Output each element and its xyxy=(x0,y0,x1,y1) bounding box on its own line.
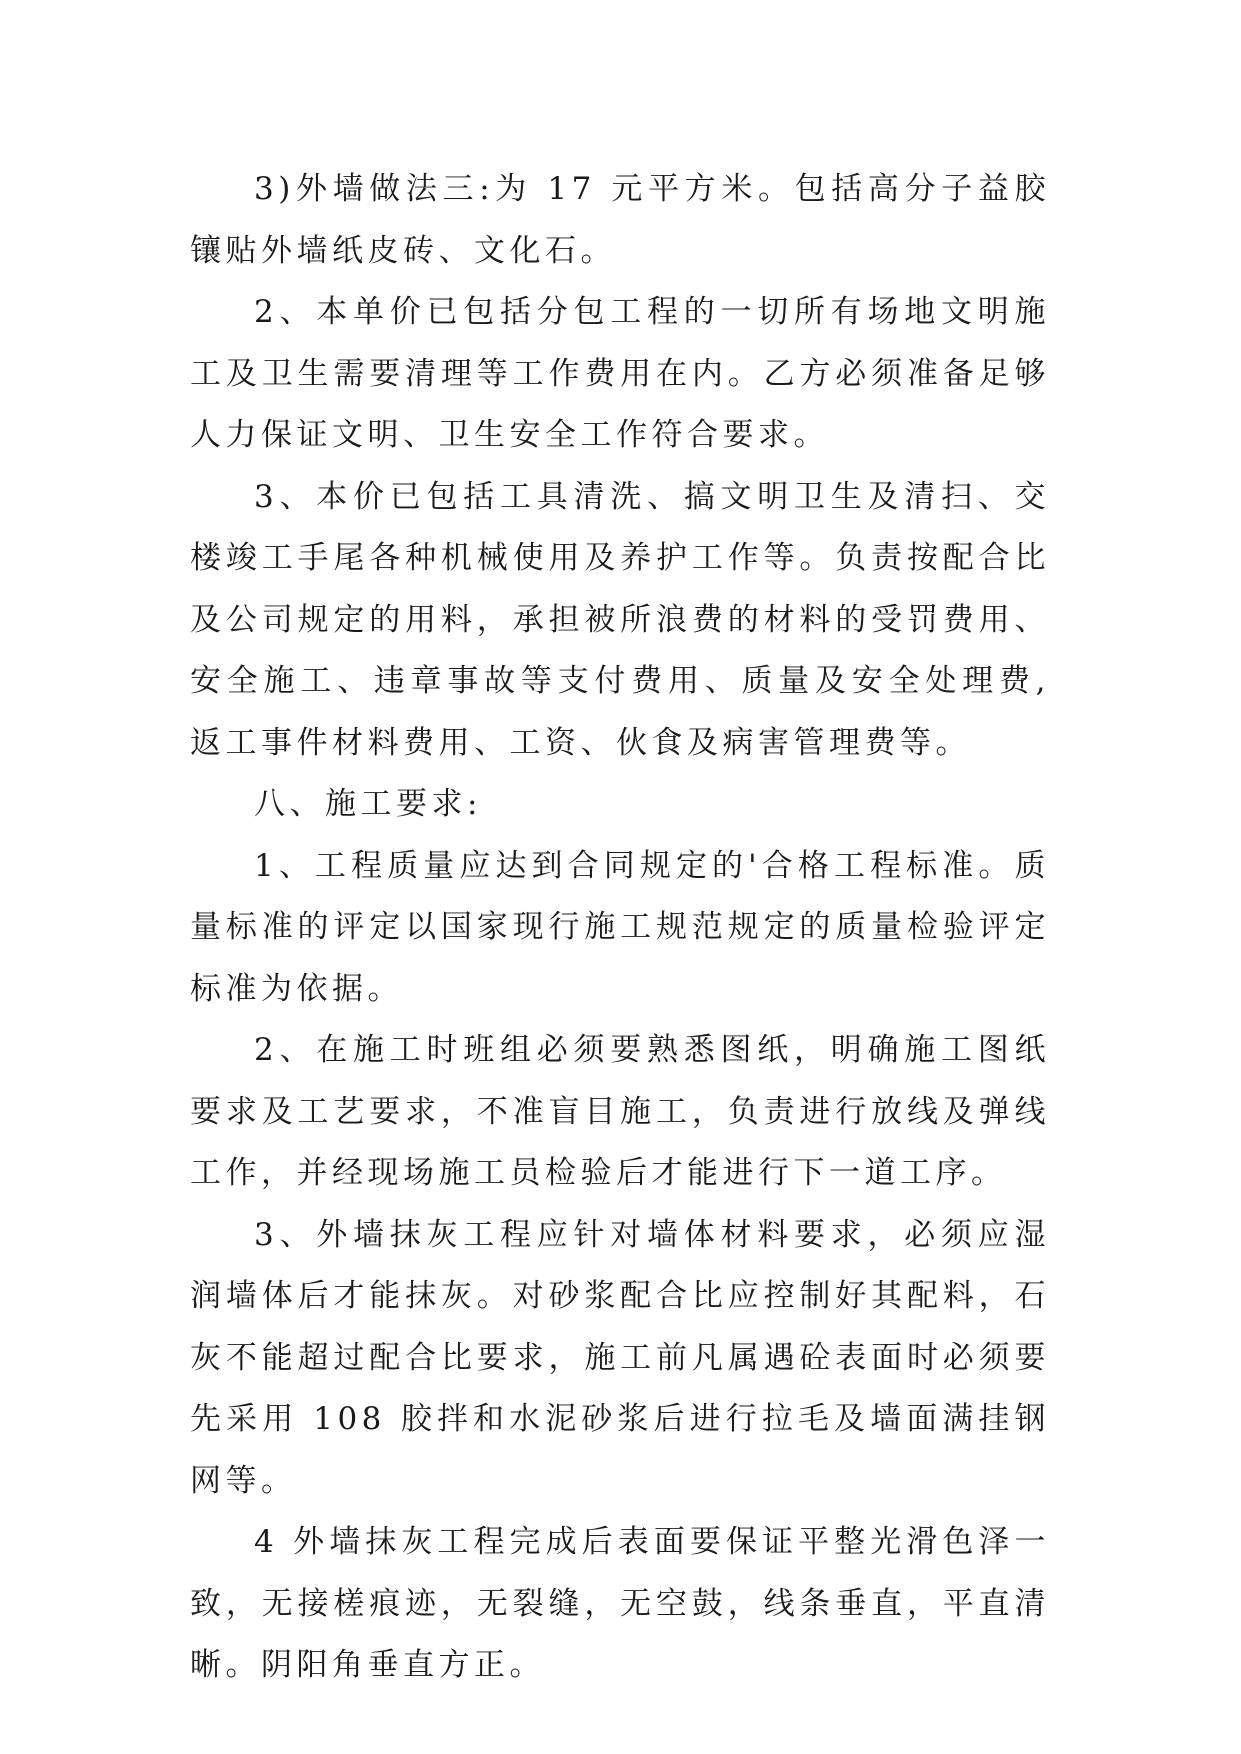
section-heading-construction-requirements: 八、施工要求: xyxy=(254,786,482,822)
paragraph-quality-standard: 1、工程质量应达到合同规定的'合格工程标准。质量标准的评定以国家现行施工规范规定的质量检验评定标准为依据。 xyxy=(190,847,1050,1007)
paragraph-exterior-plastering: 3、外墙抹灰工程应针对墙体材料要求，必须应湿润墙体后才能抹灰。对砂浆配合比应控制好其配料，石灰不能超过配合比要求，施工前凡属遇砼表面时必须要先采用 108 胶拌和水泥砂浆后进行拉毛及墙面满挂钢网等。 xyxy=(190,1216,1050,1499)
paragraph-drawings-familiarity: 2、在施工时班组必须要熟悉图纸，明确施工图纸要求及工艺要求，不准盲目施工，负责进行放线及弹线工作，并经现场施工员检验后才能进行下一道工序。 xyxy=(190,1032,1050,1191)
paragraph-price-includes-tools: 3、本价已包括工具清洗、搞文明卫生及清扫、交楼竣工手尾各种机械使用及养护工作等。负责按配合比及公司规定的用料，承担被所浪费的材料的受罚费用、安全施工、违章事故等支付费用、质量及安全处理费,返工事件材料费用、工资、伙食及病害管理费等。 xyxy=(190,478,1050,761)
paragraph-unit-price-civilized-construction: 2、本单价已包括分包工程的一切所有场地文明施工及卫生需要清理等工作费用在内。乙方必须准备足够人力保证文明、卫生安全工作符合要求。 xyxy=(190,294,1050,453)
document-body xyxy=(190,159,1050,1697)
paragraph-exterior-wall-method-3: 3)外墙做法三:为 17 元平方米。包括高分子益胶镶贴外墙纸皮砖、文化石。 xyxy=(190,171,1050,269)
paragraph-plastering-finish: 4 外墙抹灰工程完成后表面要保证平整光滑色泽一致，无接槎痕迹，无裂缝，无空鼓，线条垂直，平直清晰。阴阳角垂直方正。 xyxy=(190,1524,1050,1683)
